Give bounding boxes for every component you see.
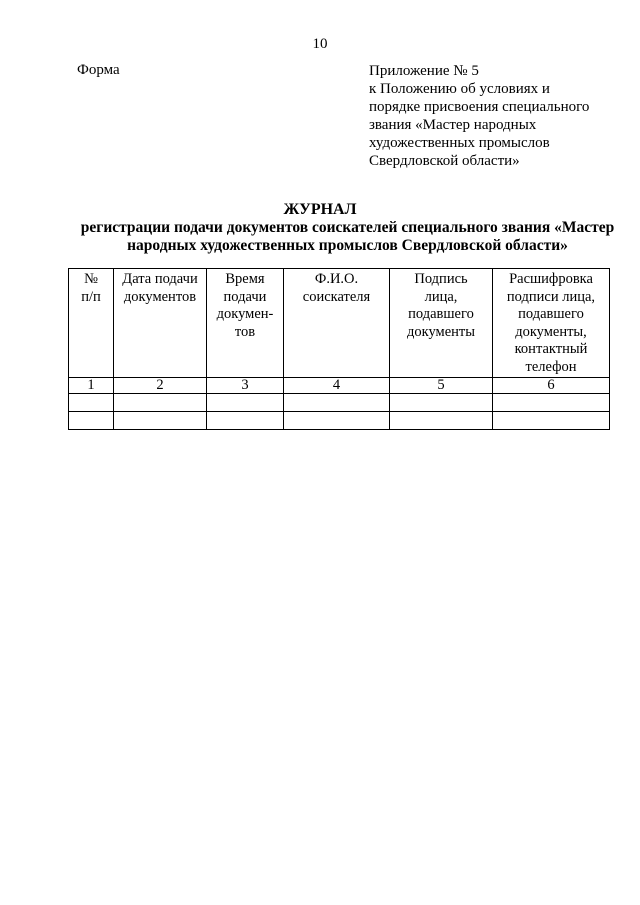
empty-cell[interactable] [69,412,114,430]
header-cell-signature [390,269,493,378]
header-cell-decryption [493,269,610,378]
empty-cell[interactable] [284,394,390,412]
column-number: 2 [114,378,207,394]
appendix-line: звания «Мастер народных [369,117,537,133]
table-row [69,394,610,412]
header-cell-time [207,269,284,378]
empty-cell[interactable] [207,394,284,412]
header-text: документы [407,323,475,340]
document-title: ЖУРНАЛ [283,201,357,218]
form-label: Форма [77,62,120,78]
header-text: подписи лица, [506,288,596,305]
appendix-line: Приложение № 5 [369,63,479,79]
empty-cell[interactable] [390,394,493,412]
column-number: 3 [207,378,284,394]
journal-table [68,268,610,430]
header-cell-number [69,269,114,378]
column-number: 1 [69,378,114,394]
appendix-line: к Положению об условиях и [369,81,550,97]
header-text: тов [234,323,256,340]
header-text: соискателя [302,288,371,305]
subtitle-line: регистрации подачи документов соискателей специального звания «Мастер [80,219,615,236]
table-header-row [69,269,610,378]
header-text: № [84,271,98,287]
appendix-block [369,62,609,170]
header-text: лица, [424,288,458,305]
header-text: Ф.И.О. [314,271,359,287]
column-number: 5 [390,378,493,394]
header-text: документов [123,288,197,305]
header-text: телефон [525,358,577,375]
subtitle-line: народных художественных промыслов Свердловской области» [127,237,568,254]
column-number: 6 [493,378,610,394]
empty-cell[interactable] [114,412,207,430]
header-text: подавшего [408,306,474,322]
header-text: Подпись [414,271,468,287]
empty-cell[interactable] [493,412,610,430]
empty-cell[interactable] [284,412,390,430]
header-text: документы, [515,323,587,340]
header-text: Расшифровка [509,271,593,287]
appendix-line: Свердловской области» [369,153,520,169]
header-text: контактный [514,341,588,357]
header-text: докумен- [216,306,274,322]
empty-cell[interactable] [114,394,207,412]
header-cell-date [114,269,207,378]
empty-cell[interactable] [69,394,114,412]
empty-cell[interactable] [493,394,610,412]
header-text: подавшего [518,306,584,322]
appendix-line: художественных промыслов [369,135,550,151]
document-subtitle [70,219,625,255]
header-text: Дата подачи [122,271,198,287]
empty-cell[interactable] [207,412,284,430]
header-text: Время [225,271,265,287]
column-number: 4 [284,378,390,394]
page-number: 10 [312,36,328,52]
table-row [69,412,610,430]
appendix-line: порядке присвоения специального [369,99,590,115]
header-text: подачи [223,288,267,305]
empty-cell[interactable] [390,412,493,430]
column-number-row [69,378,610,394]
header-cell-name [284,269,390,378]
header-text: п/п [81,288,101,305]
